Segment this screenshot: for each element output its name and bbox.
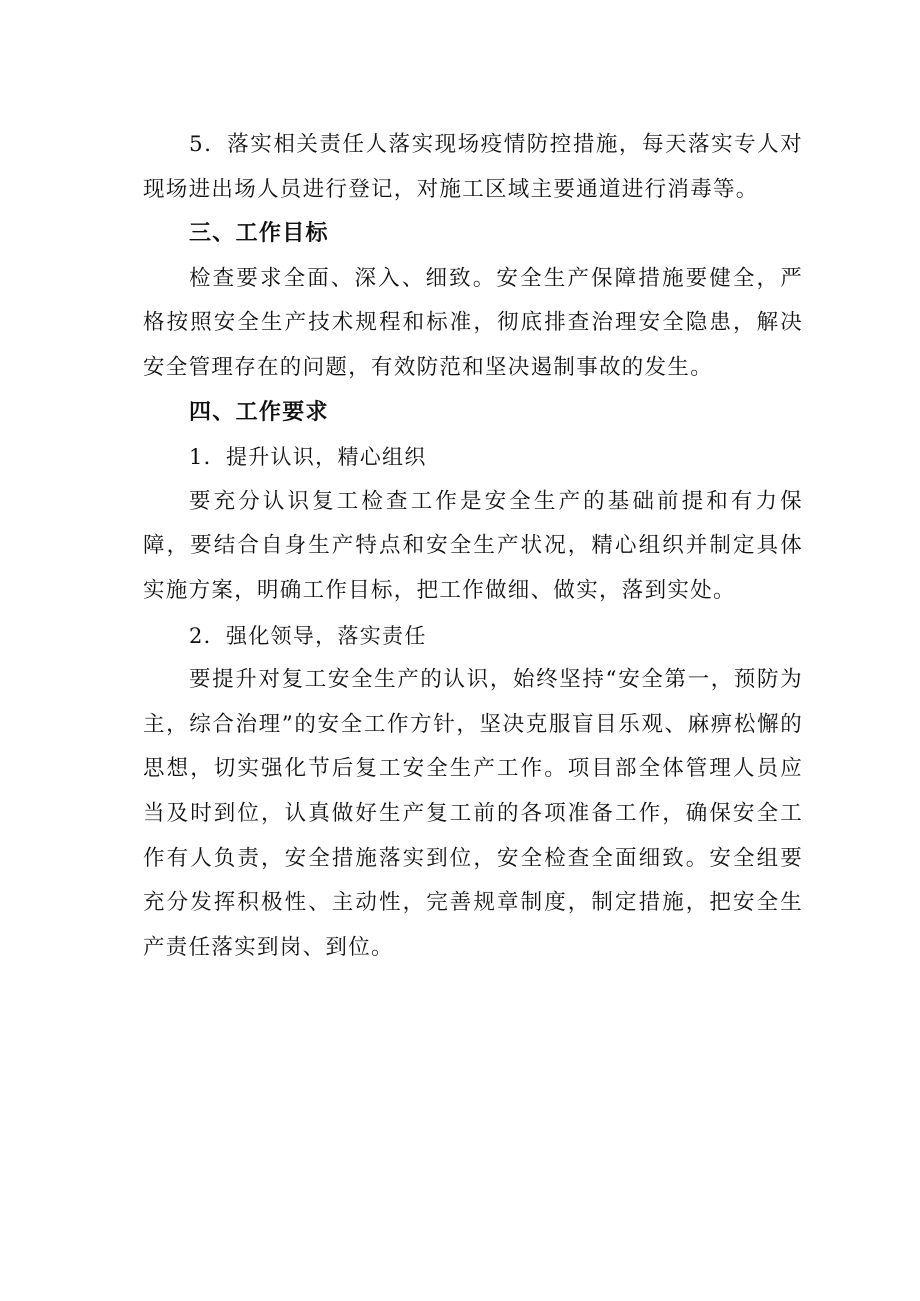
paragraph-work-goals: 检查要求全面、深入、细致。安全生产保障措施要健全，严格按照安全生产技术规程和标准，彻底排查治理安全隐患，解决安全管理存在的问题，有效防范和坚决遏制事故的发生。 xyxy=(143,265,803,380)
subheading-requirement-1: 1．提升认识，精心组织 xyxy=(189,445,427,470)
subheading-requirement-2: 2．强化领导，落实责任 xyxy=(189,623,427,648)
section-heading-work-goals: 三、工作目标 xyxy=(189,221,329,247)
paragraph-requirement-2: 要提升对复工安全生产的认识，始终坚持“安全第一，预防为主，综合治理”的安全工作方针，坚决克服盲目乐观、麻痹松懈的思想，切实强化节后复工安全生产工作。项目部全体管理人员应当及时到位，认真做好生产复工前的各项准备工作，确保安全工作有人负责，安全措施落实到位，安全检查全面细致。安全组要充分发挥积极性、主动性，完善规章制度，制定措施，把安全生产责任落实到岗、到位。 xyxy=(143,667,803,960)
paragraph-item-5: 5．落实相关责任人落实现场疫情防控措施，每天落实专人对现场进出场人员进行登记，对施工区域主要通道进行消毒等。 xyxy=(143,132,803,202)
section-heading-work-requirements: 四、工作要求 xyxy=(189,399,329,425)
paragraph-requirement-1: 要充分认识复工检查工作是安全生产的基础前提和有力保障，要结合自身生产特点和安全生产状况，精心组织并制定具体实施方案，明确工作目标，把工作做细、做实，落到实处。 xyxy=(143,488,803,603)
document-body xyxy=(143,123,803,970)
